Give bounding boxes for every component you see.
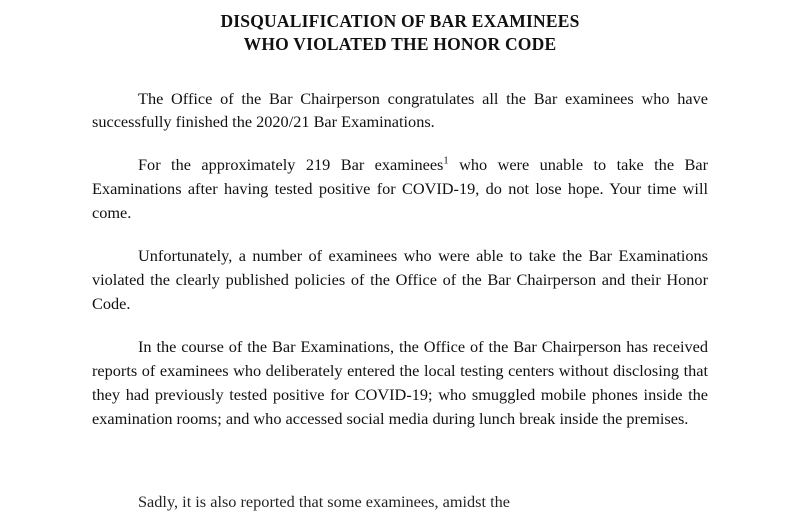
footnote-reference-icon: 1 [443, 156, 449, 168]
paragraph-3: Unfortunately, a number of examinees who were able to take the Bar Examinations violated the clearly published policies of the Office of the Bar Chairperson and their Honor Code. [92, 246, 708, 314]
paragraph-2-part-1: For the approximately 219 Bar examinees [138, 155, 444, 175]
paragraph-4: In the course of the Bar Examinations, the Office of the Bar Chairperson has received reports of examinees who deliberately entered the local testing centers without disclosing that they had previously tested positive for COVID-19; who smuggled mobile phones inside the examination rooms; and who accessed social media during lunch break inside the premises. [92, 337, 708, 429]
paragraph-1: The Office of the Bar Chairperson congratulates all the Bar examinees who have successfully finished the 2020/21 Bar Examinations. [92, 88, 708, 132]
document-body [92, 87, 708, 431]
page-title-line-1: DISQUALIFICATION OF BAR EXAMINEES [220, 11, 580, 31]
paragraph-5-clipped: Sadly, it is also reported that some examinees, amidst the [138, 492, 510, 511]
paragraph-2 [92, 153, 708, 225]
page-title-line-2: WHO VIOLATED THE HONOR CODE [243, 34, 557, 55]
paragraph-2-part-2: who were unable to take the Bar Examinations after having tested positive for COVID-19, do not lose hope. Your time will come. [92, 155, 708, 223]
page-title [92, 10, 708, 57]
